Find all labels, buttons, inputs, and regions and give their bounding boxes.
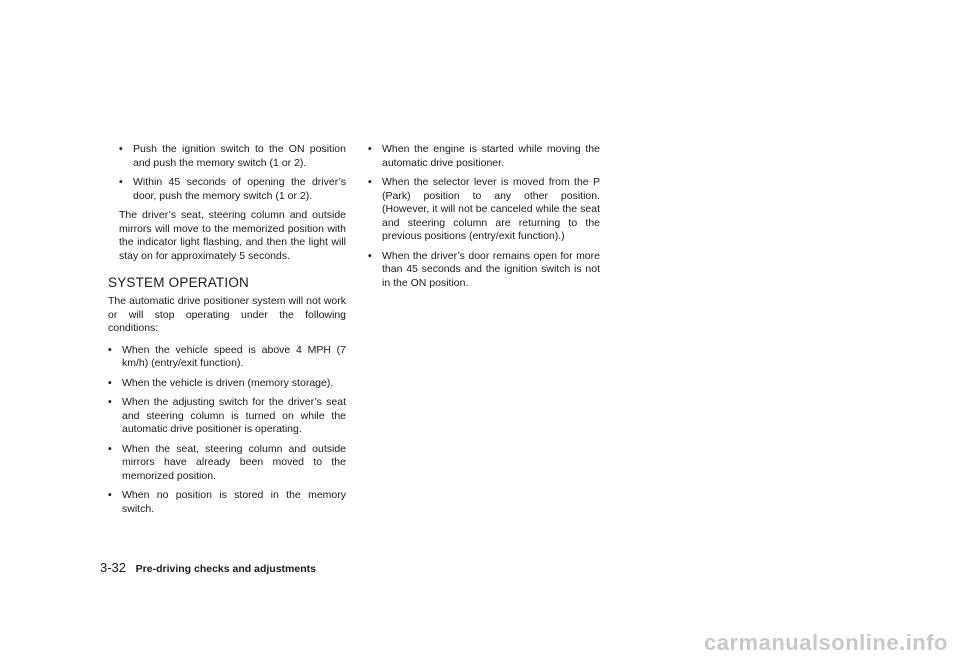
page-number: 3-32 xyxy=(100,560,127,575)
bullet-item xyxy=(108,176,346,203)
bullet-icon: • xyxy=(368,176,372,188)
bullet-text: When the vehicle is driven (memory storage). xyxy=(122,376,334,389)
bullet-icon: • xyxy=(119,176,123,188)
section-heading: SYSTEM OPERATION xyxy=(108,275,249,290)
bullet-icon: • xyxy=(119,143,123,155)
bullet-icon: • xyxy=(108,442,112,455)
bullet-item xyxy=(108,489,346,516)
bullet-icon: • xyxy=(108,376,112,389)
right-column xyxy=(368,143,600,296)
section-paragraph: The automatic drive positioner system will not work or will stop operating under the following conditions: xyxy=(108,295,346,334)
bullet-item xyxy=(108,443,346,484)
bullet-item xyxy=(368,250,600,291)
bullet-item xyxy=(108,377,346,391)
watermark: carmanualsonline.info xyxy=(704,630,948,655)
bullet-text: When the adjusting switch for the driver’s seat and steering column is turned on while the automatic drive positioner is operating. xyxy=(122,396,346,435)
bullet-icon: • xyxy=(368,143,372,155)
bullet-text: When the seat, steering column and outside mirrors have already been moved to the memorized position. xyxy=(122,442,346,482)
bullet-item xyxy=(368,143,600,170)
bullet-icon: • xyxy=(368,249,372,262)
bullet-icon: • xyxy=(108,396,112,408)
bullet-text: When no position is stored in the memory switch. xyxy=(122,489,346,515)
bullet-text: Push the ignition switch to the ON position and push the memory switch (1 or 2). xyxy=(133,143,346,169)
bullet-text: When the vehicle speed is above 4 MPH (7 km/h) (entry/exit function). xyxy=(122,343,346,369)
left-column xyxy=(108,143,346,522)
section-title: Pre-driving checks and adjustments xyxy=(135,563,316,575)
bullet-item xyxy=(108,396,346,437)
page-footer xyxy=(100,560,316,575)
bullet-item xyxy=(108,344,346,371)
bullet-text: When the engine is started while moving the automatic drive positioner. xyxy=(382,143,600,169)
bullet-icon: • xyxy=(108,343,112,356)
bullet-text: Within 45 seconds of opening the driver’s door, push the memory switch (1 or 2). xyxy=(133,176,346,202)
bullet-item xyxy=(368,176,600,244)
bullet-item xyxy=(108,143,346,170)
bullet-text: When the driver’s door remains open for more than 45 seconds and the ignition switch is not in the ON position. xyxy=(382,249,600,289)
bullet-icon: • xyxy=(108,489,112,501)
intro-paragraph: The driver’s seat, steering column and outside mirrors will move to the memorized position with the indicator light flashing, and then the light will stay on for approximately 5 seconds. xyxy=(119,209,346,262)
bullet-text: When the selector lever is moved from the P (Park) position to any other position. (However, it will not be canceled while the seat and steering column are returning to the previous positions (entry/exit function).) xyxy=(382,176,600,242)
